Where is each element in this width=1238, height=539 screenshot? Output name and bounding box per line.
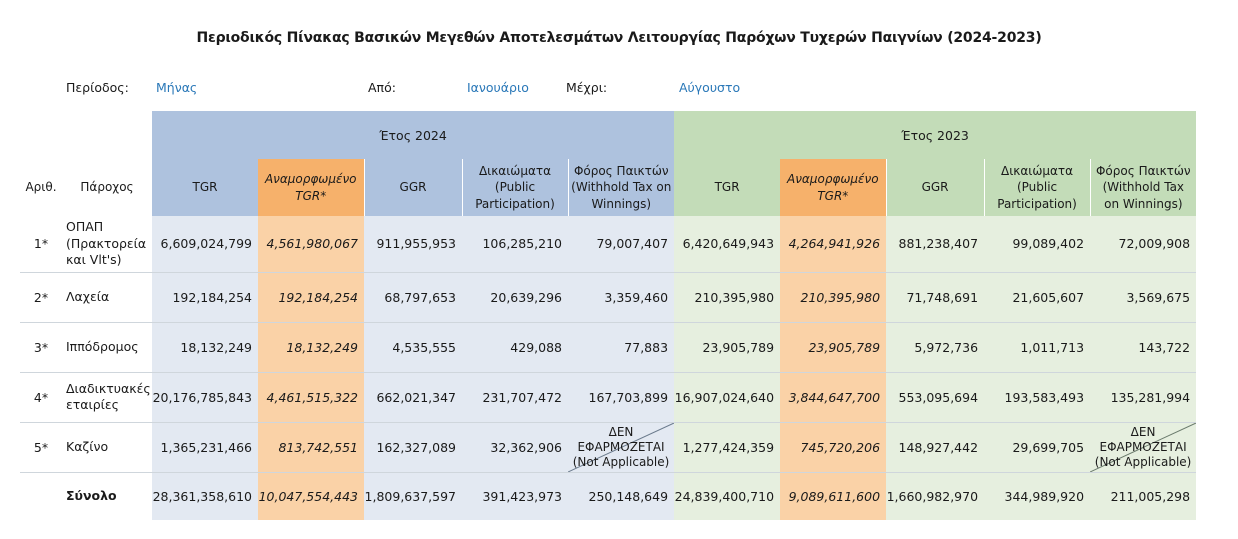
cell-withhold-tax-2023: 72,009,908 xyxy=(1090,216,1196,272)
cell-withhold-tax-2024: 3,359,460 xyxy=(568,272,674,322)
cell-ggr-2024: 4,535,555 xyxy=(364,322,462,372)
cell-ggr-2023: 71,748,691 xyxy=(886,272,984,322)
page-title: Περιοδικός Πίνακας Βασικών Μεγεθών Αποτελεσμάτων Λειτουργίας Παρόχων Τυχερών Παιγνίων (2024-2023) xyxy=(196,30,1042,46)
cell-adjusted-tgr-2023: 745,720,206 xyxy=(780,422,886,472)
cell-withhold-tax-2024: 77,883 xyxy=(568,322,674,372)
header-adjusted-tgr-2024: Αναμορφωμένο TGR* xyxy=(258,159,364,216)
header-ggr-2024: GGR xyxy=(364,159,462,216)
row-provider: ΟΠΑΠ (Πρακτορεία και Vlt's) xyxy=(62,216,152,272)
header-withhold-tax-2023: Φόρος Παικτών (Withhold Tax on Winnings) xyxy=(1090,159,1196,216)
period-label: Περίοδος: xyxy=(66,80,129,95)
cell-public-participation-2024: 231,707,472 xyxy=(462,372,568,422)
cell-adjusted-tgr-2023: 210,395,980 xyxy=(780,272,886,322)
cell-withhold-tax-2023: 143,722 xyxy=(1090,322,1196,372)
table-row xyxy=(20,422,1196,472)
cell-ggr-2024: 162,327,089 xyxy=(364,422,462,472)
cell-tgr-2023: 16,907,024,640 xyxy=(674,372,780,422)
from-value: Ιανουάριο xyxy=(467,80,529,95)
total-public-participation-2023: 344,989,920 xyxy=(984,472,1090,520)
cell-withhold-tax-2024: 79,007,407 xyxy=(568,216,674,272)
cell-withhold-tax-2023-not-applicable: ΔΕΝ ΕΦΑΡΜΟΖΕΤΑΙ (Not Applicable) xyxy=(1090,422,1196,472)
cell-public-participation-2024: 20,639,296 xyxy=(462,272,568,322)
cell-tgr-2023: 1,277,424,359 xyxy=(674,422,780,472)
cell-withhold-tax-2024: 167,703,899 xyxy=(568,372,674,422)
total-label: Σύνολο xyxy=(66,488,117,504)
cell-withhold-tax-2023: 3,569,675 xyxy=(1090,272,1196,322)
cell-public-participation-2024: 429,088 xyxy=(462,322,568,372)
total-tgr-2024: 28,361,358,610 xyxy=(152,472,258,520)
table-row xyxy=(20,372,1196,422)
cell-withhold-tax-2023: 135,281,994 xyxy=(1090,372,1196,422)
table-row xyxy=(20,272,1196,322)
row-num: 4* xyxy=(20,372,62,422)
cell-tgr-2023: 23,905,789 xyxy=(674,322,780,372)
cell-tgr-2024: 192,184,254 xyxy=(152,272,258,322)
cell-ggr-2023: 5,972,736 xyxy=(886,322,984,372)
header-public-participation-2024: Δικαιώματα (Public Participation) xyxy=(462,159,568,216)
total-public-participation-2024: 391,423,973 xyxy=(462,472,568,520)
to-label: Μέχρι: xyxy=(566,80,608,95)
to-value: Αύγουστο xyxy=(679,80,741,95)
total-adjusted-tgr-2024: 10,047,554,443 xyxy=(258,472,364,520)
cell-adjusted-tgr-2024: 4,461,515,322 xyxy=(258,372,364,422)
total-row xyxy=(20,472,1196,520)
cell-public-participation-2023: 99,089,402 xyxy=(984,216,1090,272)
row-num: 2* xyxy=(20,272,62,322)
period-value: Μήνας xyxy=(156,80,198,95)
total-withhold-tax-2023: 211,005,298 xyxy=(1090,472,1196,520)
cell-adjusted-tgr-2023: 3,844,647,700 xyxy=(780,372,886,422)
cell-public-participation-2024: 32,362,906 xyxy=(462,422,568,472)
row-num: 5* xyxy=(20,422,62,472)
header-public-participation-2023: Δικαιώματα (Public Participation) xyxy=(984,159,1090,216)
total-ggr-2023: 1,660,982,970 xyxy=(886,472,984,520)
row-provider: Καζίνο xyxy=(62,422,152,472)
table-row xyxy=(20,322,1196,372)
cell-withhold-tax-2024-not-applicable: ΔΕΝ ΕΦΑΡΜΟΖΕΤΑΙ (Not Applicable) xyxy=(568,422,674,472)
cell-ggr-2024: 68,797,653 xyxy=(364,272,462,322)
from-label: Από: xyxy=(368,80,396,95)
cell-public-participation-2023: 29,699,705 xyxy=(984,422,1090,472)
table-row xyxy=(20,216,1196,272)
row-provider: Διαδικτυακές εταιρίες xyxy=(62,372,152,422)
row-num: 3* xyxy=(20,322,62,372)
total-ggr-2024: 1,809,637,597 xyxy=(364,472,462,520)
row-provider: Ιππόδρομος xyxy=(62,322,152,372)
cell-tgr-2023: 210,395,980 xyxy=(674,272,780,322)
total-tgr-2023: 24,839,400,710 xyxy=(674,472,780,520)
cell-ggr-2023: 148,927,442 xyxy=(886,422,984,472)
cell-tgr-2024: 1,365,231,466 xyxy=(152,422,258,472)
cell-adjusted-tgr-2023: 23,905,789 xyxy=(780,322,886,372)
cell-adjusted-tgr-2024: 813,742,551 xyxy=(258,422,364,472)
header-ggr-2023: GGR xyxy=(886,159,984,216)
cell-ggr-2023: 553,095,694 xyxy=(886,372,984,422)
header-num: Αριθ. xyxy=(25,180,57,195)
row-num: 1* xyxy=(20,216,62,272)
total-withhold-tax-2024: 250,148,649 xyxy=(568,472,674,520)
cell-adjusted-tgr-2024: 18,132,249 xyxy=(258,322,364,372)
year-2023-header: Έτος 2023 xyxy=(674,111,1196,159)
cell-public-participation-2023: 1,011,713 xyxy=(984,322,1090,372)
cell-ggr-2023: 881,238,407 xyxy=(886,216,984,272)
cell-adjusted-tgr-2024: 192,184,254 xyxy=(258,272,364,322)
cell-tgr-2024: 6,609,024,799 xyxy=(152,216,258,272)
header-withhold-tax-2024: Φόρος Παικτών (Withhold Tax on Winnings) xyxy=(568,159,674,216)
header-adjusted-tgr-2023: Αναμορφωμένο TGR* xyxy=(780,159,886,216)
cell-tgr-2024: 20,176,785,843 xyxy=(152,372,258,422)
row-provider: Λαχεία xyxy=(62,272,152,322)
total-adjusted-tgr-2023: 9,089,611,600 xyxy=(780,472,886,520)
cell-ggr-2024: 662,021,347 xyxy=(364,372,462,422)
header-tgr-2024: TGR xyxy=(152,159,258,216)
cell-tgr-2023: 6,420,649,943 xyxy=(674,216,780,272)
cell-adjusted-tgr-2023: 4,264,941,926 xyxy=(780,216,886,272)
cell-public-participation-2024: 106,285,210 xyxy=(462,216,568,272)
results-table xyxy=(20,111,1196,520)
header-provider: Πάροχος xyxy=(80,180,134,195)
year-2024-header: Έτος 2024 xyxy=(152,111,674,159)
cell-public-participation-2023: 193,583,493 xyxy=(984,372,1090,422)
cell-ggr-2024: 911,955,953 xyxy=(364,216,462,272)
cell-adjusted-tgr-2024: 4,561,980,067 xyxy=(258,216,364,272)
cell-tgr-2024: 18,132,249 xyxy=(152,322,258,372)
header-tgr-2023: TGR xyxy=(674,159,780,216)
cell-public-participation-2023: 21,605,607 xyxy=(984,272,1090,322)
